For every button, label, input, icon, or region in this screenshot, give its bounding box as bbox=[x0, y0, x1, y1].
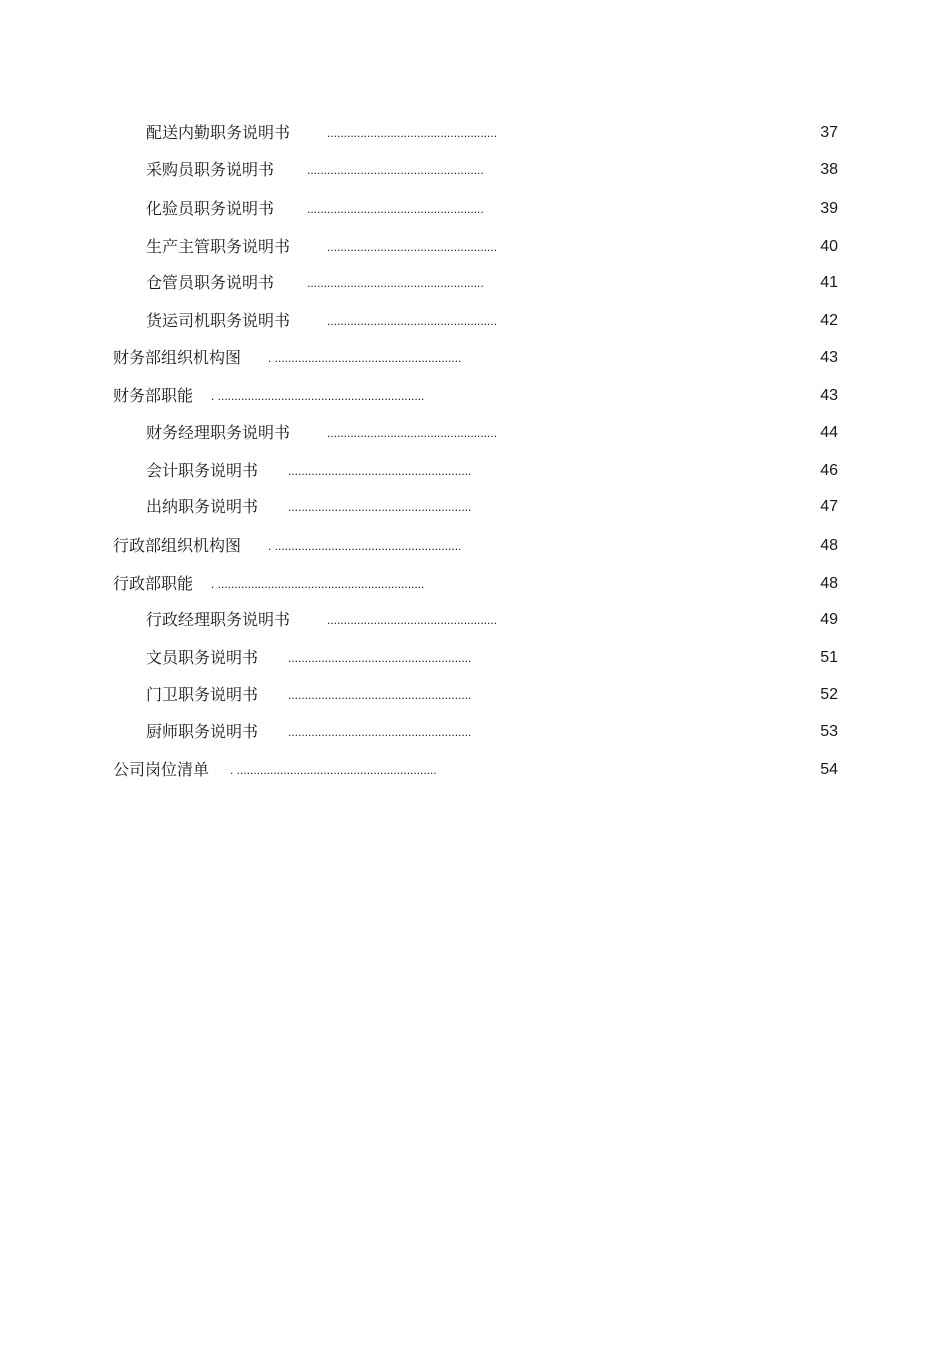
toc-entry-page: 54 bbox=[820, 761, 838, 778]
toc-entry-page: 52 bbox=[820, 686, 838, 703]
toc-entry-leader: ................................................... bbox=[327, 426, 498, 440]
toc-entry-leader: ....................................................... bbox=[288, 725, 472, 739]
toc-entry[interactable] bbox=[0, 572, 950, 596]
toc-entry-leader: ....................................................... bbox=[288, 464, 472, 478]
toc-entry-leader: . ........................................................ bbox=[268, 539, 462, 553]
toc-entry[interactable] bbox=[0, 683, 950, 707]
toc-entry-page: 49 bbox=[820, 611, 838, 628]
toc-entry-title: 生产主管职务说明书 bbox=[146, 237, 291, 256]
toc-entry-title: 行政经理职务说明书 bbox=[146, 610, 291, 629]
toc-entry-title: 货运司机职务说明书 bbox=[146, 311, 291, 330]
toc-entry-page: 48 bbox=[820, 537, 838, 554]
toc-entry-page: 40 bbox=[820, 238, 838, 255]
toc-entry-title: 配送内勤职务说明书 bbox=[146, 123, 291, 142]
toc-entry[interactable] bbox=[0, 495, 950, 519]
toc-entry[interactable] bbox=[0, 197, 950, 221]
toc-entry[interactable] bbox=[0, 646, 950, 670]
toc-entry-title: 出纳职务说明书 bbox=[146, 497, 259, 516]
toc-entry-page: 43 bbox=[820, 387, 838, 404]
toc-entry-leader: . .............................................................. bbox=[211, 577, 425, 591]
toc-entry-page: 39 bbox=[820, 200, 838, 217]
toc-entry-page: 47 bbox=[820, 498, 838, 515]
toc-entry-leader: ..................................................... bbox=[307, 202, 484, 216]
toc-entry[interactable] bbox=[0, 271, 950, 295]
toc-entry-leader: . ............................................................ bbox=[230, 763, 437, 777]
toc-entry[interactable] bbox=[0, 608, 950, 632]
toc-entry-page: 53 bbox=[820, 723, 838, 740]
toc-entry[interactable] bbox=[0, 384, 950, 408]
toc-entry-leader: ....................................................... bbox=[288, 651, 472, 665]
toc-entry-title: 财务部职能 bbox=[113, 386, 194, 405]
toc-entry-page: 42 bbox=[820, 312, 838, 329]
toc-entry-leader: ..................................................... bbox=[307, 163, 484, 177]
toc-entry-title: 财务经理职务说明书 bbox=[146, 423, 291, 442]
toc-entry[interactable] bbox=[0, 346, 950, 370]
toc-entry-title: 门卫职务说明书 bbox=[146, 685, 259, 704]
toc-entry-title: 公司岗位清单 bbox=[113, 760, 210, 779]
toc-entry-title: 行政部职能 bbox=[113, 574, 194, 593]
toc-entry-leader: ................................................... bbox=[327, 126, 498, 140]
toc-entry[interactable] bbox=[0, 421, 950, 445]
toc-entry-page: 48 bbox=[820, 575, 838, 592]
toc-entry[interactable] bbox=[0, 720, 950, 744]
toc-entry[interactable] bbox=[0, 534, 950, 558]
toc-entry-leader: ....................................................... bbox=[288, 688, 472, 702]
toc-entry-leader: ................................................... bbox=[327, 240, 498, 254]
toc-entry-page: 44 bbox=[820, 424, 838, 441]
toc-entry[interactable] bbox=[0, 235, 950, 259]
toc-entry[interactable] bbox=[0, 158, 950, 182]
toc-entry-leader: ..................................................... bbox=[307, 276, 484, 290]
toc-entry-leader: ................................................... bbox=[327, 314, 498, 328]
toc-entry[interactable] bbox=[0, 309, 950, 333]
toc-entry-title: 仓管员职务说明书 bbox=[146, 273, 275, 292]
toc-entry-title: 采购员职务说明书 bbox=[146, 160, 275, 179]
toc-entry-title: 行政部组织机构图 bbox=[113, 536, 242, 555]
toc-entry-title: 文员职务说明书 bbox=[146, 648, 259, 667]
toc-entry[interactable] bbox=[0, 758, 950, 782]
toc-entry[interactable] bbox=[0, 121, 950, 145]
toc-entry-page: 51 bbox=[820, 649, 838, 666]
toc-entry-title: 会计职务说明书 bbox=[146, 461, 259, 480]
toc-entry-page: 46 bbox=[820, 462, 838, 479]
toc-entry-title: 厨师职务说明书 bbox=[146, 722, 259, 741]
toc-entry-leader: . ........................................................ bbox=[268, 351, 462, 365]
toc-entry-title: 化验员职务说明书 bbox=[146, 199, 275, 218]
toc-entry-leader: ....................................................... bbox=[288, 500, 472, 514]
toc-entry-page: 37 bbox=[820, 124, 838, 141]
toc-entry-leader: ................................................... bbox=[327, 613, 498, 627]
toc-entry-page: 38 bbox=[820, 161, 838, 178]
toc-entry-title: 财务部组织机构图 bbox=[113, 348, 242, 367]
toc-entry[interactable] bbox=[0, 459, 950, 483]
toc-entry-page: 43 bbox=[820, 349, 838, 366]
toc-entry-leader: . .............................................................. bbox=[211, 389, 425, 403]
toc-entry-page: 41 bbox=[820, 274, 838, 291]
